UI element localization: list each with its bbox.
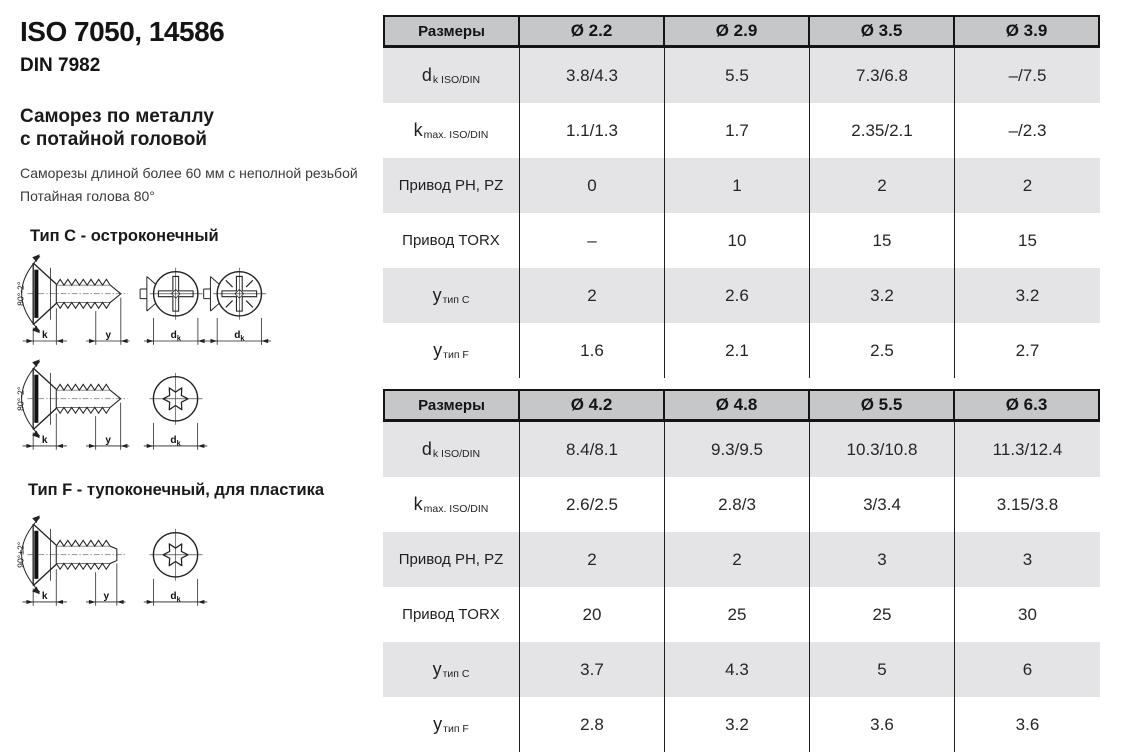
header-cell-diameter: Ø 3.5 [810, 17, 955, 45]
size-table-large-diameters [383, 389, 1100, 752]
dim-k-label: k [41, 591, 48, 603]
table-cell: 15 [1018, 230, 1037, 250]
screw-side-view-c2 [16, 359, 130, 449]
table-cell: 1 [665, 158, 810, 213]
table-cell: 3.2 [810, 268, 955, 323]
table-cell: 11.3/12.4 [992, 439, 1063, 459]
table-cell: 0 [520, 158, 665, 213]
type-f-heading: Тип F - тупоконечный, для пластика [28, 481, 325, 499]
row-label: Привод PH, PZ [383, 532, 520, 587]
dim-dk-label: $d_k$ [170, 330, 181, 343]
dim-dk-label: $d_k$ [170, 435, 181, 448]
row-label: y тип F [383, 323, 520, 378]
table-cell: 3 [1022, 549, 1033, 569]
table-cell: 2.7 [1015, 340, 1040, 360]
table-cell: 3.2 [665, 697, 810, 752]
type-c-heading: Тип C - остроконечный [30, 227, 219, 245]
dim-y-label: y [105, 330, 112, 342]
table-cell: 2.8 [520, 697, 665, 752]
table-cell: 3 [810, 532, 955, 587]
product-name-line1: Саморез по металлу [20, 106, 214, 127]
table-cell: 2.6/2.5 [520, 477, 665, 532]
dim-y-label: y [105, 435, 112, 447]
table-row [383, 532, 1100, 587]
table-cell: 3.2 [1015, 285, 1040, 305]
pz-recess-icon [204, 268, 271, 345]
table-cell: 25 [810, 587, 955, 642]
table-cell: 5.5 [665, 48, 810, 103]
table-row [383, 268, 1100, 323]
table-cell: 1.1/1.3 [520, 103, 665, 158]
header-cell-diameter: Ø 2.9 [665, 17, 810, 45]
table-row [383, 477, 1100, 532]
type-f-screw-drawing [12, 514, 214, 611]
table-cell: 2 [520, 532, 665, 587]
table-row [383, 587, 1100, 642]
table-cell: 3.7 [520, 642, 665, 697]
table-cell: 3.8/4.3 [520, 48, 665, 103]
ph-recess-icon [140, 268, 207, 345]
table-cell: 2.5 [810, 323, 955, 378]
header-cell-diameter: Ø 4.8 [665, 391, 810, 419]
table-cell: 3/3.4 [810, 477, 955, 532]
row-label: Привод TORX [383, 587, 520, 642]
header-cell-sizes: Размеры [383, 17, 520, 45]
table-cell: 3.15/3.8 [996, 494, 1059, 514]
header-cell-diameter: Ø 4.2 [520, 391, 665, 419]
table-cell: 15 [810, 213, 955, 268]
row-label: k max. ISO/DIN [383, 103, 520, 158]
table-row [383, 48, 1100, 103]
type-c-torx-drawing [12, 358, 214, 455]
table-cell: 3.6 [1015, 714, 1040, 734]
table-cell: 30 [1018, 604, 1037, 624]
head-angle-label: 80°-2° [15, 386, 26, 411]
table-row [383, 323, 1100, 378]
product-description [20, 162, 358, 208]
header-cell-diameter: Ø 2.2 [520, 17, 665, 45]
table-row [383, 158, 1100, 213]
header-cell-diameter: Ø 3.9 [955, 17, 1100, 45]
screw-side-view-f [16, 515, 126, 605]
table-cell: 7.3/6.8 [810, 48, 955, 103]
row-label: d k ISO/DIN [383, 48, 520, 103]
table-cell: 25 [665, 587, 810, 642]
row-label: y тип C [383, 268, 520, 323]
product-desc-line1: Саморезы длиной более 60 мм с неполной резьбой [20, 165, 358, 181]
table-row [383, 422, 1100, 477]
row-label: y тип F [383, 697, 520, 752]
dim-dk-label: $d_k$ [170, 591, 181, 604]
header-cell-diameter: Ø 5.5 [810, 391, 955, 419]
table-header-row [383, 389, 1100, 422]
table-cell: 2 [520, 268, 665, 323]
table-cell: 2.1 [665, 323, 810, 378]
header-cell-diameter: Ø 6.3 [955, 391, 1100, 419]
standard-iso-title: ISO 7050, 14586 [20, 16, 225, 47]
row-label: d k ISO/DIN [383, 422, 520, 477]
table-header-row [383, 15, 1100, 48]
torx-recess-icon [144, 529, 207, 606]
table-cell: 3.6 [810, 697, 955, 752]
header-cell-sizes: Размеры [383, 391, 520, 419]
dim-k-label: k [41, 435, 48, 447]
table-cell: 6 [1022, 659, 1033, 679]
table-cell: 2.6 [665, 268, 810, 323]
table-cell: – [520, 213, 665, 268]
table-cell: –/2.3 [1008, 120, 1047, 140]
dim-dk-label: $d_k$ [234, 330, 245, 343]
torx-recess-icon [144, 373, 207, 450]
table-cell: 10 [665, 213, 810, 268]
table-cell: 2 [1022, 175, 1033, 195]
row-label: Привод PH, PZ [383, 158, 520, 213]
table-cell: 2.35/2.1 [810, 103, 955, 158]
dim-k-label: k [41, 330, 48, 342]
head-angle-label: 90°±2° [15, 541, 26, 568]
table-cell: 9.3/9.5 [665, 422, 810, 477]
table-row [383, 213, 1100, 268]
dim-y-label: y [103, 591, 110, 603]
table-cell: 20 [520, 587, 665, 642]
product-name-line2: с потайной головой [20, 129, 207, 150]
table-cell: 4.3 [665, 642, 810, 697]
product-desc-line2: Потайная голова 80° [20, 188, 155, 204]
table-cell: 5 [810, 642, 955, 697]
table-cell: –/7.5 [1008, 65, 1047, 85]
row-label: y тип C [383, 642, 520, 697]
table-row [383, 642, 1100, 697]
table-row [383, 697, 1100, 752]
table-cell: 2 [810, 158, 955, 213]
head-angle-label: 80°-2° [15, 281, 26, 306]
type-c-screw-drawing [12, 253, 274, 350]
table-cell: 1.6 [520, 323, 665, 378]
table-row [383, 103, 1100, 158]
table-cell: 1.7 [665, 103, 810, 158]
table-cell: 10.3/10.8 [810, 422, 955, 477]
table-cell: 8.4/8.1 [520, 422, 665, 477]
size-table-small-diameters [383, 15, 1100, 378]
standard-din-title: DIN 7982 [20, 55, 101, 76]
product-name [20, 105, 214, 151]
row-label: Привод TORX [383, 213, 520, 268]
table-cell: 2 [665, 532, 810, 587]
table-cell: 2.8/3 [665, 477, 810, 532]
screw-side-view-c [16, 254, 130, 345]
row-label: k max. ISO/DIN [383, 477, 520, 532]
